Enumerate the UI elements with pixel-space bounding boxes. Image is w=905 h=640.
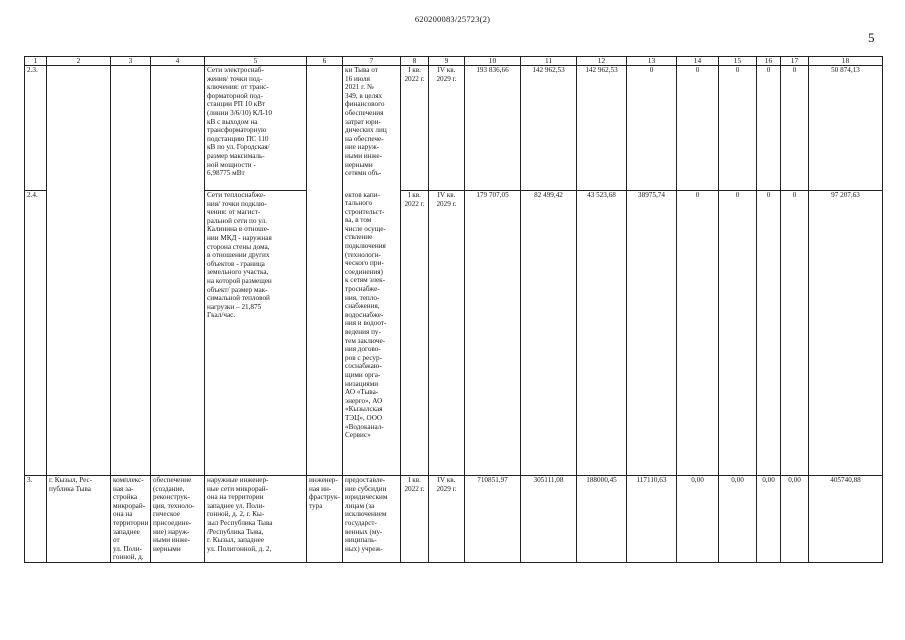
table-row-3 (25, 476, 883, 563)
purpose-cell (151, 66, 205, 191)
row-number-cell: 2.4. (25, 191, 47, 476)
col-10-header: 10 (465, 57, 521, 66)
network-description-cell: наружные инженер- ные сети микрорай- она на территории западнее ул. Поли- гонной, д. 2, г. Кы- зыл Республика Тыва /Республика Тыва, г. Кызыл, западнее ул. Полигонной, д. 2, (205, 476, 307, 563)
amount-col-12-cell: 188000,45 (577, 476, 627, 563)
network-description-cell: Сети теплоснабже- ния/ точки подклю- чения: от магист- ральной сети по ул. Калинина в отноше- нии МКД - наружная сторона стены дома, в отношении других объектов - граница земельного участка, на которой размещен объект/ размер мак- симальной тепловой нагрузки – 21,875 Гкал/час. (205, 191, 307, 476)
amount-col-16-cell: 0,00 (757, 476, 781, 563)
amount-col-11-cell: 82 499,42 (521, 191, 577, 476)
col-1-header: 1 (25, 57, 47, 66)
amount-col-15-cell: 0 (719, 66, 757, 191)
col-12-header: 12 (577, 57, 627, 66)
network-description-cell: Сети электроснаб- жения/ точки под- ключения: от транс- форматорной под- станции РП 10 кВт (линии 3/6/10) КЛ-10 кВ с выходом на трансформаторную подстанцию ПС 110 кВ по ул. Городская/ размер максималь- ной мощности - 6,98775 мВт (205, 66, 307, 191)
row-number-cell: 3. (25, 476, 47, 563)
col-15-header: 15 (719, 57, 757, 66)
amount-col-11-cell: 142 962,53 (521, 66, 577, 191)
project-cell: комплекс- ная за- стройка микрорай- она на территории западнее от ул. Поли- гонной, д. (111, 476, 151, 563)
table-row-2-3 (25, 66, 883, 191)
col-4-header: 4 (151, 57, 205, 66)
amount-col-17-cell: 0,00 (781, 476, 809, 563)
amount-col-18-cell: 97 207,63 (809, 191, 883, 476)
col-14-header: 14 (677, 57, 719, 66)
location-cell (47, 191, 111, 476)
col-13-header: 13 (627, 57, 677, 66)
amount-col-15-cell: 0 (719, 191, 757, 476)
amount-col-17-cell: 0 (781, 191, 809, 476)
amount-col-15-cell: 0,00 (719, 476, 757, 563)
support-measure-cell: ектов капи- тального строительст- ва, в том числе осуще- ствление подключения (технологи- ческого при- соединения) к сетям элек- троснабже- ния, тепло- снабжения, водоснабже- ния и водоот- ведения пу- тем заключе- ния догово- ров с ресур- соснабжаю- щими орга- низациями АО «Тыва- энерго», АО «Кызылская ТЭЦ», ООО «Водоканал- Сервис» (343, 191, 401, 476)
purpose-cell: обеспечение (создание, реконструк- ция, техноло- гическое присоедине- ние) наруж- ными инже- нерными (151, 476, 205, 563)
support-measure-cell: предоставле- ние субсидии юридическим лицам (за исключением государст- венных (му- ниципаль- ных) учреж- (343, 476, 401, 563)
project-cell (111, 66, 151, 191)
total-cost-cell: 193 836,66 (465, 66, 521, 191)
amount-col-16-cell: 0 (757, 191, 781, 476)
amount-col-14-cell: 0 (677, 66, 719, 191)
end-period-cell: IV кв. 2029 г. (429, 191, 465, 476)
location-cell (47, 66, 111, 191)
col-3-header: 3 (111, 57, 151, 66)
col-2-header: 2 (47, 57, 111, 66)
infrastructure-cell (307, 191, 343, 476)
row-number-cell: 2.3. (25, 66, 47, 191)
amount-col-13-cell: 0 (627, 66, 677, 191)
column-number-row (25, 57, 883, 66)
start-period-cell: I кв. 2022 г. (401, 191, 429, 476)
amount-col-16-cell: 0 (757, 66, 781, 191)
col-17-header: 17 (781, 57, 809, 66)
amount-col-11-cell: 305111,08 (521, 476, 577, 563)
amount-col-18-cell: 50 874,13 (809, 66, 883, 191)
end-period-cell: IV кв. 2029 г. (429, 476, 465, 563)
document-number: 620200083/25723(2) (414, 14, 491, 24)
total-cost-cell: 710851,97 (465, 476, 521, 563)
col-5-header: 5 (205, 57, 307, 66)
col-7-header: 7 (343, 57, 401, 66)
amount-col-13-cell: 38975,74 (627, 191, 677, 476)
amount-col-12-cell: 142 962,53 (577, 66, 627, 191)
table-row-2-4 (25, 191, 883, 476)
total-cost-cell: 179 707,05 (465, 191, 521, 476)
project-cell (111, 191, 151, 476)
support-measure-cell: ки Тыва от 16 июля 2021 г. № 349, в целях финансового обеспечения затрат юри- дических лиц на обеспече- ние наруж- ными инже- нерными сетями объ- (343, 66, 401, 191)
amount-col-18-cell: 405740,88 (809, 476, 883, 563)
start-period-cell: I кв. 2022 г. (401, 476, 429, 563)
amount-col-14-cell: 0,00 (677, 476, 719, 563)
col-16-header: 16 (757, 57, 781, 66)
budget-table (24, 56, 883, 563)
col-9-header: 9 (429, 57, 465, 66)
amount-col-12-cell: 43 523,68 (577, 191, 627, 476)
amount-col-17-cell: 0 (781, 66, 809, 191)
infrastructure-cell (307, 66, 343, 191)
location-cell: г. Кызыл, Рес- публика Тыва (47, 476, 111, 563)
end-period-cell: IV кв. 2029 г. (429, 66, 465, 191)
col-6-header: 6 (307, 57, 343, 66)
amount-col-14-cell: 0 (677, 191, 719, 476)
col-11-header: 11 (521, 57, 577, 66)
col-18-header: 18 (809, 57, 883, 66)
col-8-header: 8 (401, 57, 429, 66)
infrastructure-cell: инженер- ная ин- фраструк- тура (307, 476, 343, 563)
page-number: 5 (868, 30, 875, 45)
amount-col-13-cell: 117110,63 (627, 476, 677, 563)
purpose-cell (151, 191, 205, 476)
start-period-cell: I кв. 2022 г. (401, 66, 429, 191)
